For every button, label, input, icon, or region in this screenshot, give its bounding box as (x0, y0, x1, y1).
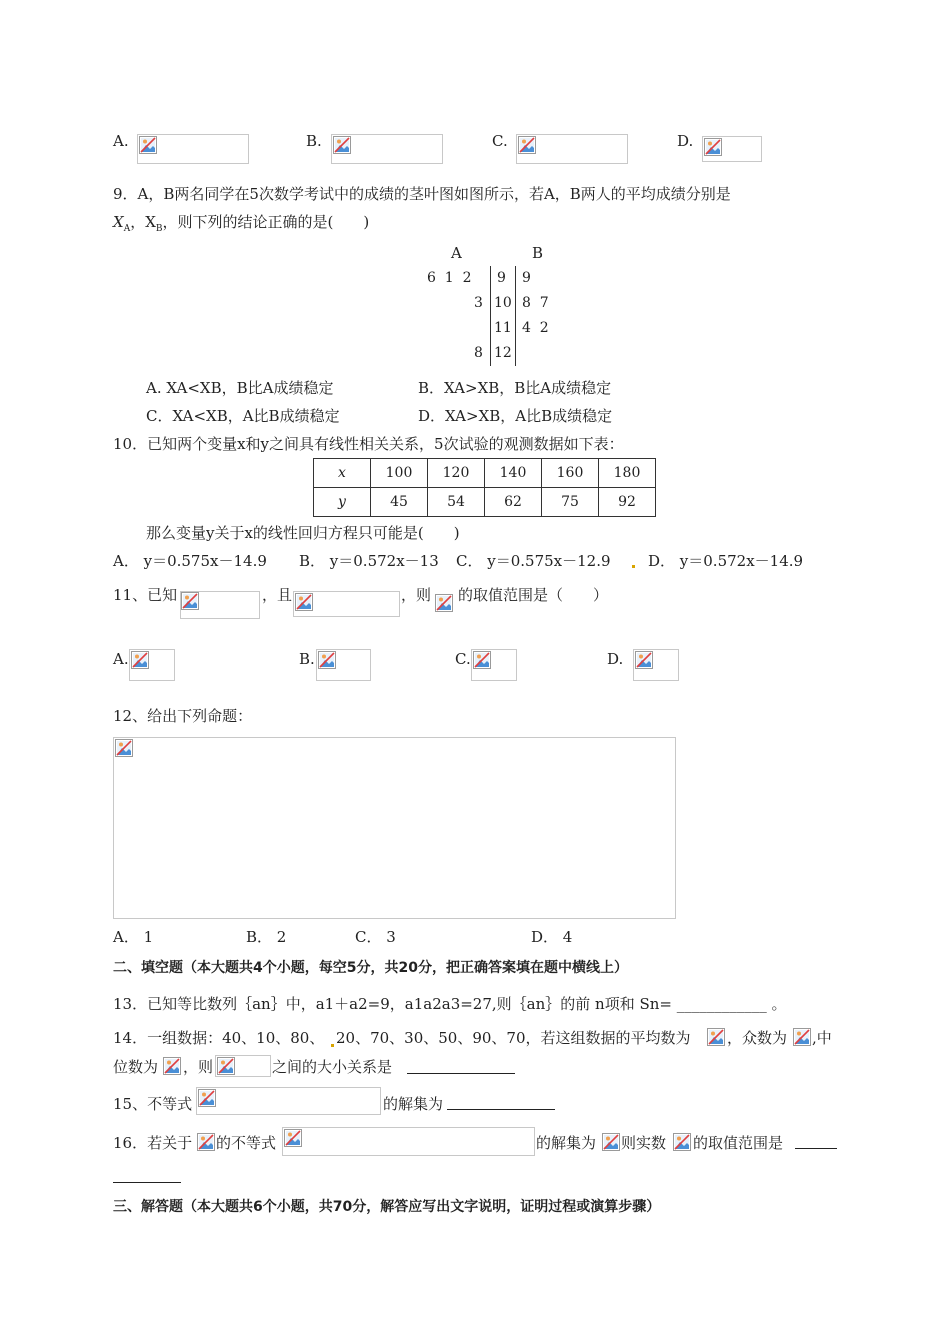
q15-text-b: 的解集为 (383, 1095, 444, 1113)
q8-option-c-image (516, 134, 628, 164)
stem-divider-left (490, 266, 491, 366)
q10-stem: 10．已知两个变量x和y之间具有线性相关关系，5次试验的观测数据如下表： (113, 435, 624, 453)
leaf-a-row2: 3 (474, 295, 483, 311)
q8-option-a-label: A. (113, 132, 129, 150)
q12-propositions-image (113, 737, 676, 919)
broken-image-icon (635, 651, 653, 669)
stem-leaf-head-b: B (532, 244, 544, 262)
stem-leaf-head-a: A (451, 244, 462, 262)
q16-text-d: 则实数 (621, 1134, 667, 1152)
broken-image-icon (704, 138, 722, 156)
q9-option-a: A. XA<XB，B比A成绩稳定 (146, 379, 334, 397)
q11-option-d-label: D. (607, 650, 624, 668)
table-cell: 45 (371, 488, 428, 517)
broken-image-icon (198, 1089, 216, 1107)
q11-option-c-image (471, 649, 517, 681)
broken-image-icon (217, 1057, 235, 1075)
q14-answer-blank (407, 1073, 515, 1074)
q13-text: 13．已知等比数列｛an｝中，a1＋a2=9，a1a2a3=27,则｛an｝的前 n项和 Sn= ____________ 。 (113, 995, 787, 1013)
table-row (314, 488, 656, 517)
q15-answer-blank (447, 1109, 555, 1110)
stem-divider-right (515, 266, 516, 366)
q14-line1d: ,中 (812, 1029, 832, 1047)
q11-option-a-label: A. (113, 650, 129, 668)
leaf-a-row1: 6 1 2 (427, 270, 472, 286)
table-row (314, 459, 656, 488)
q14-line1c: ，众数为 (727, 1029, 788, 1047)
q16-text-e: 的取值范围是 (693, 1134, 784, 1152)
q14-image (215, 1055, 271, 1077)
table-cell: 180 (599, 459, 656, 488)
q14-line2c: 之间的大小关系是 (272, 1058, 393, 1076)
q12-option-a: A． 1 (113, 928, 154, 946)
leaf-a-row4: 8 (474, 345, 483, 361)
table-cell-y-label: y (314, 488, 371, 517)
decor-dot (632, 565, 635, 568)
broken-image-icon (673, 1133, 691, 1151)
q16-text-c: 的解集为 (536, 1134, 597, 1152)
q16-answer-blank-1 (795, 1148, 837, 1149)
q11-option-b-image (316, 649, 371, 681)
broken-image-icon (707, 1028, 725, 1046)
q10-option-b: B． y＝0.572x－13 (299, 552, 439, 570)
table-cell: 75 (542, 488, 599, 517)
section-2-heading: 二、填空题（本大题共4个小题，每空5分，共20分，把正确答案填在题中横线上） (113, 960, 628, 976)
broken-image-icon (518, 136, 536, 154)
broken-image-icon (602, 1133, 620, 1151)
q9-stem-line1: 9．A，B两名同学在5次数学考试中的成绩的茎叶图如图所示，若A，B两人的平均成绩分别是 (113, 185, 731, 203)
broken-image-icon (318, 651, 336, 669)
broken-image-icon (333, 136, 351, 154)
q12-stem: 12、给出下列命题： (113, 707, 253, 725)
broken-image-icon (139, 136, 157, 154)
q8-option-b-image (331, 134, 443, 164)
q10-option-d: D． y＝0.572x－14.9 (648, 552, 804, 570)
broken-image-icon (295, 593, 313, 611)
q11-text-4: 的取值范围是（ ） (458, 586, 609, 604)
stem-row3: 11 (494, 320, 512, 336)
q12-option-b: B． 2 (246, 928, 287, 946)
table-cell: 140 (485, 459, 542, 488)
table-cell: 100 (371, 459, 428, 488)
q14-line1b: 20、70、30、50、90、70，若这组数据的平均数为 (336, 1029, 691, 1047)
broken-image-icon (163, 1057, 181, 1075)
q11-option-a-image (129, 649, 175, 681)
q14-line2b: ，则 (183, 1058, 214, 1076)
broken-image-icon (131, 651, 149, 669)
q16-answer-blank-2 (113, 1182, 181, 1183)
table-cell: 160 (542, 459, 599, 488)
q16-text-b: 的不等式 (216, 1134, 277, 1152)
q9-option-c: C．XA<XB，A比B成绩稳定 (146, 407, 340, 425)
q8-option-c-label: C. (492, 132, 508, 150)
leaf-b-row3: 4 2 (522, 320, 549, 336)
q11-image-2 (293, 591, 400, 617)
q11-text-1: 11、已知 (113, 586, 178, 604)
q11-option-d-image (633, 649, 679, 681)
q11-text-3: ，则 (401, 586, 432, 604)
q12-option-c: C． 3 (355, 928, 396, 946)
q8-option-b-label: B. (306, 132, 322, 150)
table-cell: 62 (485, 488, 542, 517)
q11-option-b-label: B. (299, 650, 315, 668)
broken-image-icon (473, 651, 491, 669)
table-cell: 92 (599, 488, 656, 517)
q11-option-c-label: C. (455, 650, 471, 668)
q15-text-a: 15、不等式 (113, 1095, 193, 1113)
leaf-b-row1: 9 (522, 270, 531, 286)
q10-option-c: C． y＝0.575x－12.9 (456, 552, 611, 570)
q12-option-d: D． 4 (531, 928, 573, 946)
q9-option-b: B．XA>XB，B比A成绩稳定 (418, 379, 612, 397)
q14-line1: 14．一组数据：40、10、80、 (113, 1029, 325, 1047)
q8-option-d-label: D. (677, 132, 694, 150)
q8-option-a-image (137, 134, 249, 164)
table-cell: 54 (428, 488, 485, 517)
section-3-heading: 三、解答题（本大题共6个小题，共70分，解答应写出文字说明，证明过程或演算步骤） (113, 1199, 661, 1215)
broken-image-icon (197, 1133, 215, 1151)
stem-row1: 9 (497, 270, 506, 286)
broken-image-icon (793, 1028, 811, 1046)
stem-row4: 12 (494, 345, 512, 361)
broken-image-icon (181, 592, 199, 610)
table-cell: 120 (428, 459, 485, 488)
q10-question: 那么变量y关于x的线性回归方程只可能是( ) (146, 524, 460, 542)
decor-dot (331, 1044, 334, 1047)
q16-image (282, 1127, 535, 1156)
q16-text-a: 16．若关于 (113, 1134, 193, 1152)
observation-table (313, 458, 656, 517)
q9-option-d: D．XA>XB，A比B成绩稳定 (418, 407, 613, 425)
broken-image-icon (284, 1129, 302, 1147)
stem-row2: 10 (494, 295, 512, 311)
q15-image (196, 1087, 381, 1115)
q10-option-a: A． y＝0.575x－14.9 (113, 552, 267, 570)
leaf-b-row2: 8 7 (522, 295, 549, 311)
q14-line2a: 位数为 (113, 1058, 159, 1076)
broken-image-icon (115, 739, 133, 757)
q11-text-2: ，且 (262, 586, 293, 604)
q9-stem-line2: $X_A$，$X_B$，则下列的结论正确的是( ) (113, 213, 370, 234)
q11-image-1 (180, 591, 260, 619)
table-cell-x-label: x (314, 459, 371, 488)
broken-image-icon (435, 594, 453, 612)
q8-option-d-image (702, 136, 762, 162)
